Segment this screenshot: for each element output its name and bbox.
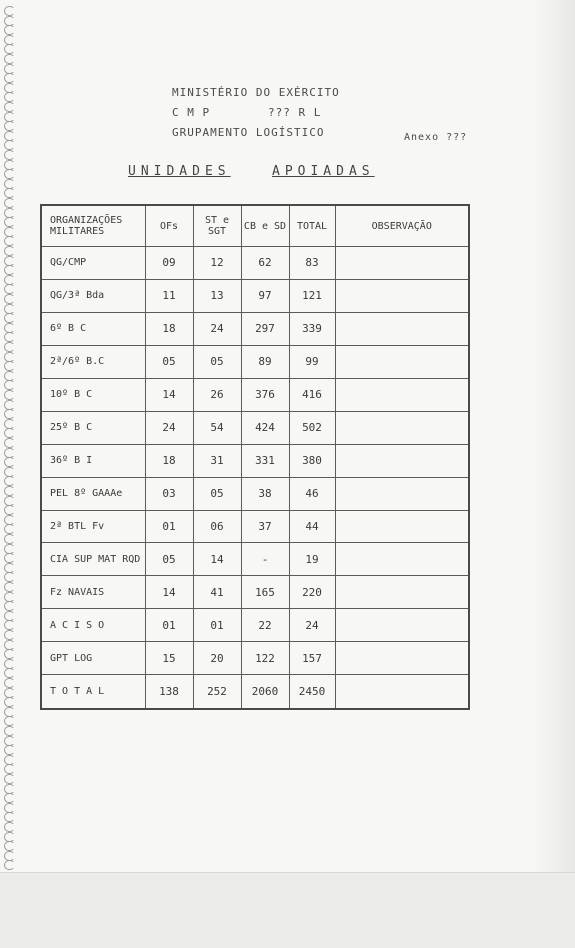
cell-total: 121 bbox=[289, 279, 335, 312]
binding-loop bbox=[4, 640, 15, 650]
binding-loop bbox=[4, 592, 15, 602]
binding-loop bbox=[4, 332, 15, 342]
cell-org: T O T A L bbox=[41, 675, 145, 709]
header-cmp: C M P bbox=[172, 106, 211, 119]
binding-loop bbox=[4, 73, 15, 83]
binding-loop bbox=[4, 265, 15, 275]
binding-loop bbox=[4, 409, 15, 419]
cell-cb: 38 bbox=[241, 477, 289, 510]
binding-loop bbox=[4, 371, 15, 381]
binding-loop bbox=[4, 476, 15, 486]
binding-loop bbox=[4, 784, 15, 794]
binding-loop bbox=[4, 323, 15, 333]
binding-loop bbox=[4, 112, 15, 122]
cell-st: 01 bbox=[193, 609, 241, 642]
binding-loop bbox=[4, 678, 15, 688]
binding-loop bbox=[4, 400, 15, 410]
binding-loop bbox=[4, 419, 15, 429]
binding-loop bbox=[4, 44, 15, 54]
binding-loop bbox=[4, 496, 15, 506]
table-row bbox=[41, 675, 469, 709]
binding-loop bbox=[4, 803, 15, 813]
table-row bbox=[41, 510, 469, 543]
cell-st: 24 bbox=[193, 312, 241, 345]
cell-org: 10º B C bbox=[41, 378, 145, 411]
binding-loop bbox=[4, 169, 15, 179]
table-row bbox=[41, 378, 469, 411]
binding-loop bbox=[4, 486, 15, 496]
cell-of: 18 bbox=[145, 444, 193, 477]
table-row bbox=[41, 543, 469, 576]
binding-loop bbox=[4, 457, 15, 467]
binding-loop bbox=[4, 246, 15, 256]
cell-st: 41 bbox=[193, 576, 241, 609]
cell-of: 05 bbox=[145, 543, 193, 576]
binding-loop bbox=[4, 83, 15, 93]
cell-st: 252 bbox=[193, 675, 241, 709]
binding-loop bbox=[4, 620, 15, 630]
binding-loop bbox=[4, 6, 15, 16]
binding-loop bbox=[4, 822, 15, 832]
binding-loop bbox=[4, 755, 15, 765]
cell-total: 220 bbox=[289, 576, 335, 609]
table-row bbox=[41, 642, 469, 675]
binding-loop bbox=[4, 649, 15, 659]
binding-loop bbox=[4, 140, 15, 150]
cell-total: 99 bbox=[289, 345, 335, 378]
cell-of: 15 bbox=[145, 642, 193, 675]
cell-total: 2450 bbox=[289, 675, 335, 709]
cell-total: 502 bbox=[289, 411, 335, 444]
cell-cb: 22 bbox=[241, 609, 289, 642]
cell-obs bbox=[335, 576, 469, 609]
cell-obs bbox=[335, 510, 469, 543]
binding-loop bbox=[4, 572, 15, 582]
binding-loop bbox=[4, 851, 15, 861]
col-header-observacao: OBSERVAÇÃO bbox=[335, 205, 469, 247]
cell-cb: 97 bbox=[241, 279, 289, 312]
binding-loop bbox=[4, 448, 15, 458]
cell-cb: 89 bbox=[241, 345, 289, 378]
cell-obs bbox=[335, 312, 469, 345]
cell-st: 06 bbox=[193, 510, 241, 543]
spiral-binding bbox=[2, 6, 20, 876]
cell-obs bbox=[335, 609, 469, 642]
binding-loop bbox=[4, 515, 15, 525]
cell-of: 14 bbox=[145, 576, 193, 609]
cell-st: 05 bbox=[193, 477, 241, 510]
binding-loop bbox=[4, 860, 15, 870]
binding-loop bbox=[4, 54, 15, 64]
cell-total: 44 bbox=[289, 510, 335, 543]
cell-org: 25º B C bbox=[41, 411, 145, 444]
cell-obs bbox=[335, 675, 469, 709]
binding-loop bbox=[4, 208, 15, 218]
header-rl: ??? R L bbox=[268, 106, 322, 119]
cell-org: GPT LOG bbox=[41, 642, 145, 675]
binding-loop bbox=[4, 697, 15, 707]
binding-loop bbox=[4, 611, 15, 621]
cell-of: 05 bbox=[145, 345, 193, 378]
cell-org: PEL 8º GAAAe bbox=[41, 477, 145, 510]
binding-loop bbox=[4, 707, 15, 717]
cell-total: 46 bbox=[289, 477, 335, 510]
binding-loop bbox=[4, 505, 15, 515]
binding-loop bbox=[4, 774, 15, 784]
cell-cb: 62 bbox=[241, 247, 289, 280]
binding-loop bbox=[4, 284, 15, 294]
cell-org: 2ª BTL Fv bbox=[41, 510, 145, 543]
cell-obs bbox=[335, 378, 469, 411]
cell-cb: 297 bbox=[241, 312, 289, 345]
cell-of: 09 bbox=[145, 247, 193, 280]
binding-loop bbox=[4, 188, 15, 198]
binding-loop bbox=[4, 630, 15, 640]
cell-org: 36º B I bbox=[41, 444, 145, 477]
cell-obs bbox=[335, 345, 469, 378]
binding-loop bbox=[4, 563, 15, 573]
cell-total: 24 bbox=[289, 609, 335, 642]
table-row bbox=[41, 345, 469, 378]
binding-loop bbox=[4, 294, 15, 304]
cell-of: 01 bbox=[145, 609, 193, 642]
binding-loop bbox=[4, 793, 15, 803]
cell-total: 83 bbox=[289, 247, 335, 280]
binding-loop bbox=[4, 121, 15, 131]
binding-loop bbox=[4, 524, 15, 534]
binding-loop bbox=[4, 256, 15, 266]
cell-obs bbox=[335, 411, 469, 444]
binding-loop bbox=[4, 342, 15, 352]
cell-st: 05 bbox=[193, 345, 241, 378]
table-row bbox=[41, 477, 469, 510]
page-edge-shadow bbox=[533, 0, 575, 947]
binding-loop bbox=[4, 380, 15, 390]
binding-loop bbox=[4, 179, 15, 189]
binding-loop bbox=[4, 102, 15, 112]
cell-cb: 2060 bbox=[241, 675, 289, 709]
cell-total: 157 bbox=[289, 642, 335, 675]
col-header-st-sgt: ST e SGT bbox=[193, 205, 241, 247]
binding-loop bbox=[4, 553, 15, 563]
binding-loop bbox=[4, 25, 15, 35]
cell-st: 26 bbox=[193, 378, 241, 411]
binding-loop bbox=[4, 582, 15, 592]
cell-org: 6º B C bbox=[41, 312, 145, 345]
col-header-cb-sd: CB e SD bbox=[241, 205, 289, 247]
binding-loop bbox=[4, 544, 15, 554]
binding-loop bbox=[4, 352, 15, 362]
binding-loop bbox=[4, 428, 15, 438]
binding-loop bbox=[4, 217, 15, 227]
cell-st: 13 bbox=[193, 279, 241, 312]
binding-loop bbox=[4, 160, 15, 170]
table-row bbox=[41, 609, 469, 642]
binding-loop bbox=[4, 390, 15, 400]
cell-total: 19 bbox=[289, 543, 335, 576]
binding-loop bbox=[4, 150, 15, 160]
cell-of: 01 bbox=[145, 510, 193, 543]
cell-org: QG/CMP bbox=[41, 247, 145, 280]
table-row bbox=[41, 444, 469, 477]
cell-st: 12 bbox=[193, 247, 241, 280]
binding-loop bbox=[4, 841, 15, 851]
col-header-org: ORGANIZAÇÕES MILITARES bbox=[41, 205, 145, 247]
binding-loop bbox=[4, 16, 15, 26]
cell-org: A C I S O bbox=[41, 609, 145, 642]
binding-loop bbox=[4, 659, 15, 669]
header-ministry: MINISTÉRIO DO EXÉRCITO bbox=[172, 86, 340, 99]
binding-loop bbox=[4, 64, 15, 74]
cell-obs bbox=[335, 247, 469, 280]
table-row bbox=[41, 247, 469, 280]
cell-total: 380 bbox=[289, 444, 335, 477]
binding-loop bbox=[4, 688, 15, 698]
binding-loop bbox=[4, 534, 15, 544]
binding-loop bbox=[4, 275, 15, 285]
binding-loop bbox=[4, 736, 15, 746]
table-row bbox=[41, 312, 469, 345]
cell-org: CIA SUP MAT RQD bbox=[41, 543, 145, 576]
cell-total: 416 bbox=[289, 378, 335, 411]
cell-obs bbox=[335, 477, 469, 510]
cell-org: Fz NAVAIS bbox=[41, 576, 145, 609]
cell-cb: 424 bbox=[241, 411, 289, 444]
cell-obs bbox=[335, 642, 469, 675]
cell-of: 14 bbox=[145, 378, 193, 411]
cell-of: 18 bbox=[145, 312, 193, 345]
binding-loop bbox=[4, 236, 15, 246]
binding-loop bbox=[4, 716, 15, 726]
title-unidades: UNIDADES bbox=[128, 164, 231, 179]
table-row bbox=[41, 576, 469, 609]
cell-st: 54 bbox=[193, 411, 241, 444]
cell-obs bbox=[335, 444, 469, 477]
cell-org: 2ª/6º B.C bbox=[41, 345, 145, 378]
col-header-total: TOTAL bbox=[289, 205, 335, 247]
units-table bbox=[40, 204, 470, 710]
cell-cb: 376 bbox=[241, 378, 289, 411]
header-annex: Anexo ??? bbox=[404, 132, 468, 143]
cell-obs bbox=[335, 543, 469, 576]
binding-loop bbox=[4, 438, 15, 448]
page-bottom-margin bbox=[0, 872, 575, 948]
cell-of: 03 bbox=[145, 477, 193, 510]
cell-st: 14 bbox=[193, 543, 241, 576]
binding-loop bbox=[4, 467, 15, 477]
cell-cb: 122 bbox=[241, 642, 289, 675]
cell-of: 24 bbox=[145, 411, 193, 444]
cell-cb: 165 bbox=[241, 576, 289, 609]
binding-loop bbox=[4, 668, 15, 678]
binding-loop bbox=[4, 601, 15, 611]
col-header-ofs: OFs bbox=[145, 205, 193, 247]
cell-cb: 331 bbox=[241, 444, 289, 477]
binding-loop bbox=[4, 92, 15, 102]
binding-loop bbox=[4, 832, 15, 842]
cell-cb: 37 bbox=[241, 510, 289, 543]
binding-loop bbox=[4, 745, 15, 755]
binding-loop bbox=[4, 726, 15, 736]
title-apoiadas: APOIADAS bbox=[272, 164, 375, 179]
cell-st: 31 bbox=[193, 444, 241, 477]
cell-of: 11 bbox=[145, 279, 193, 312]
cell-st: 20 bbox=[193, 642, 241, 675]
binding-loop bbox=[4, 198, 15, 208]
cell-total: 339 bbox=[289, 312, 335, 345]
header-grupamento: GRUPAMENTO LOGÍSTICO bbox=[172, 126, 325, 139]
binding-loop bbox=[4, 313, 15, 323]
cell-org: QG/3ª Bda bbox=[41, 279, 145, 312]
table-header-row bbox=[41, 205, 469, 247]
binding-loop bbox=[4, 764, 15, 774]
binding-loop bbox=[4, 812, 15, 822]
binding-loop bbox=[4, 131, 15, 141]
binding-loop bbox=[4, 35, 15, 45]
table-row bbox=[41, 279, 469, 312]
cell-obs bbox=[335, 279, 469, 312]
binding-loop bbox=[4, 227, 15, 237]
binding-loop bbox=[4, 361, 15, 371]
binding-loop bbox=[4, 304, 15, 314]
cell-of: 138 bbox=[145, 675, 193, 709]
table-row bbox=[41, 411, 469, 444]
cell-cb: - bbox=[241, 543, 289, 576]
